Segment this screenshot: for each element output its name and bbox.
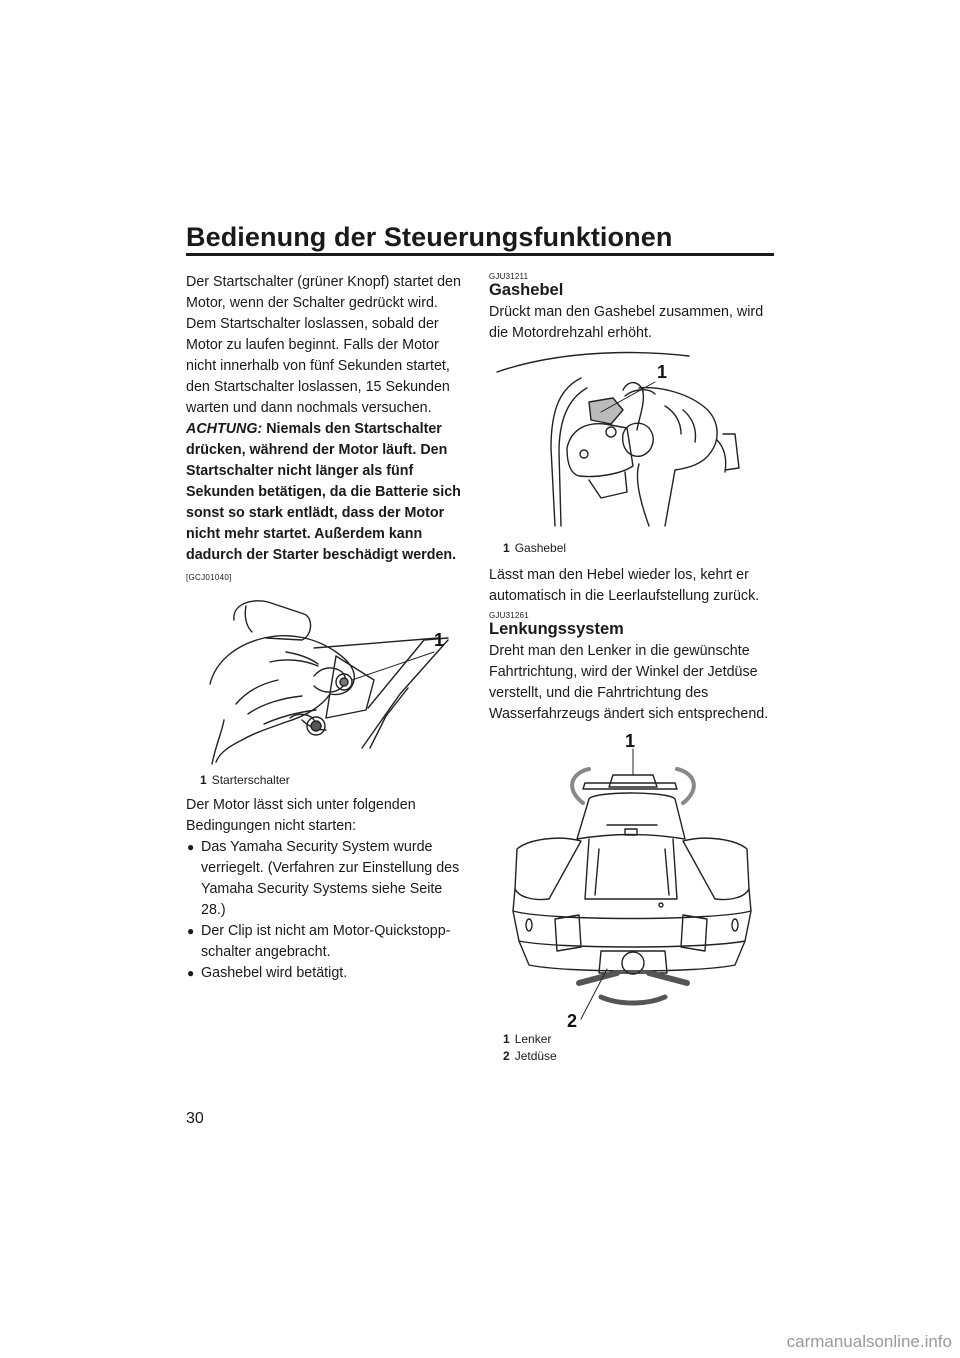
gas-figure-caption: [503, 540, 774, 557]
starter-switch-illustration: [186, 592, 469, 770]
starter-instructions-text: Dem Startschalter loslassen, sobald der Motor zu laufen beginnt. Falls der Motor nicht innerhalb von fünf Sekunden startet, den Startschalter loslassen, 15 Sekunden warten und dann nochmals versuchen.: [186, 316, 450, 416]
starter-intro: Der Startschalter (grüner Knopf) startet den Motor, wenn der Schalter gedrückt wird.: [186, 274, 461, 311]
gas-section-ref: GJU31211: [489, 272, 529, 281]
steering-section-ref: GJU31261: [489, 611, 529, 620]
steering-figure-caption-1: [503, 1031, 774, 1048]
page-number: 30: [186, 1110, 204, 1127]
bullet-icon: ●: [187, 840, 195, 854]
caution-label: ACHTUNG:: [186, 421, 263, 437]
gas-heading: Gashebel: [489, 281, 564, 299]
watermark: carmanualsonline.info: [786, 1332, 952, 1351]
starter-figure-caption: [200, 772, 469, 789]
caption-label: Starterschalter: [211, 773, 290, 787]
condition-text: Gashebel wird betätigt.: [201, 965, 348, 981]
caption-number: 1: [503, 1032, 510, 1046]
title-rule: [186, 253, 774, 256]
bullet-icon: ●: [187, 966, 195, 980]
list-item: [186, 837, 469, 921]
caption-label: Lenker: [514, 1032, 552, 1046]
steering-heading: Lenkungssystem: [489, 620, 624, 638]
caption-number: 1: [200, 773, 207, 787]
left-column: [186, 272, 469, 984]
list-item: [186, 963, 469, 984]
throttle-lever-illustration: [489, 348, 774, 538]
conditions-intro: Der Motor lässt sich unter folgenden Bedingungen nicht starten:: [186, 797, 416, 834]
starter-instructions: [186, 314, 469, 588]
caption-label: Gashebel: [514, 541, 567, 555]
page-title: Bedienung der Steuerungsfunktionen: [186, 222, 673, 252]
list-item: [186, 921, 469, 963]
right-column: [489, 272, 774, 1065]
caption-number: 1: [503, 541, 510, 555]
caption-label: Jetdüse: [514, 1049, 557, 1063]
condition-text: Der Clip ist nicht am Motor-Quickstopp-schalter angebracht.: [201, 923, 451, 960]
caution-text: Niemals den Startschalter drücken, während der Motor läuft. Den Startschalter nicht länger als fünf Sekunden betätigen, da die Batterie sich sonst so stark entlädt, dass der Motor nicht mehr startet. Außerdem kann dadurch der Starter beschädigt werden.: [186, 421, 461, 563]
steering-figure-caption-2: [503, 1048, 774, 1065]
bullet-icon: ●: [187, 924, 195, 938]
conditions-list: [186, 837, 469, 984]
condition-text: Das Yamaha Security System wurde verriegelt. (Verfahren zur Einstellung des Yamaha Security Systems siehe Seite 28.): [201, 839, 460, 918]
steering-system-illustration: [489, 729, 774, 1029]
steering-figure-callout-1: 1: [625, 731, 636, 751]
steering-text: Dreht man den Lenker in die gewünschte Fahrtrichtung, wird der Winkel der Jetdüse verstellt, und die Fahrtrichtung des Wasserfahrzeugs ändert sich entsprechend.: [489, 643, 769, 722]
caption-number: 2: [503, 1049, 510, 1063]
starter-figure-callout: 1: [434, 630, 445, 650]
gas-text: Drückt man den Gashebel zusammen, wird die Motordrehzahl erhöht.: [489, 304, 764, 341]
gas-figure-callout: 1: [657, 362, 668, 382]
steering-figure-callout-2: 2: [567, 1011, 578, 1029]
caution-code: [GCJ01040]: [186, 573, 232, 582]
gas-release-text: Lässt man den Hebel wieder los, kehrt er automatisch in die Leerlaufstellung zurück.: [489, 567, 760, 604]
